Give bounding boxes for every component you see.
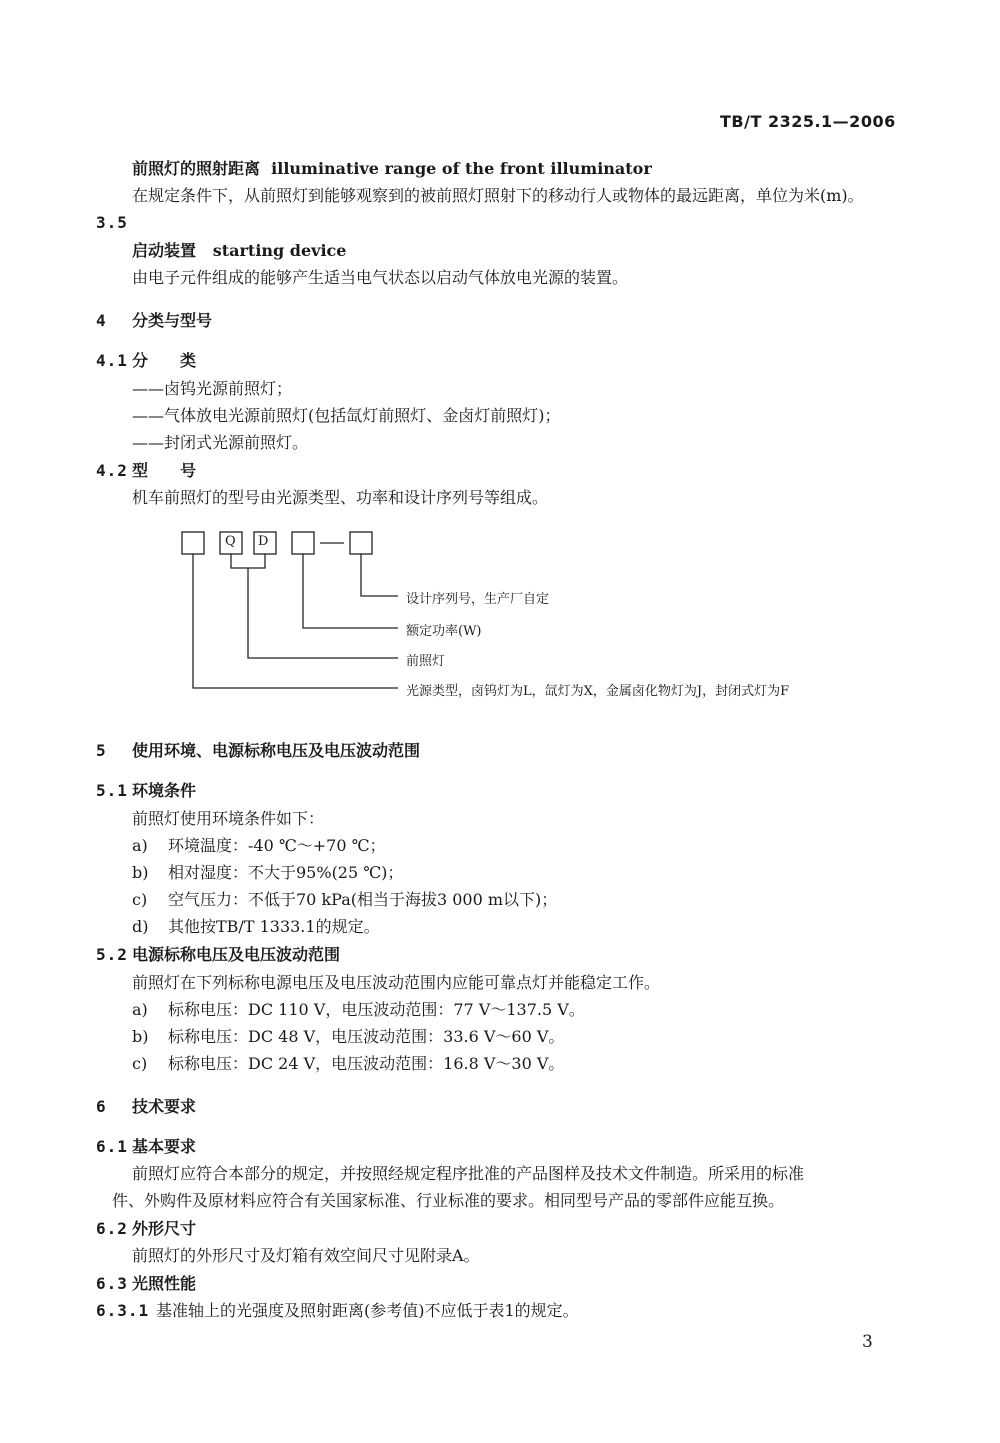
list-item-letter: c) [132,890,148,909]
section-6-1-number: 6.1 [96,1137,128,1156]
section-5-1-heading [96,780,196,802]
section-5-2-title: 电源标称电压及电压波动范围 [132,945,341,964]
bracket-qd [231,554,265,568]
list-item-text: 其他按TB/T 1333.1的规定。 [168,917,380,936]
term-3-5-title-en: starting device [212,241,347,260]
section-5-1-title: 环境条件 [132,781,197,800]
section-6-1-text-line1: 前照灯应符合本部分的规定，并按照经规定程序批准的产品图样及技术文件制造。所采用的标准 [132,1164,805,1183]
leader-light-source [193,554,398,688]
list-item-letter: c) [132,1054,148,1073]
section-5-1-intro: 前照灯使用环境条件如下： [132,809,325,828]
term-3-4-title-en: illuminative range of the front illuminator [271,159,652,178]
section-6-1-title: 基本要求 [132,1137,197,1156]
section-6-number: 6 [96,1097,107,1116]
box-light-source [182,532,204,554]
list-item-text: 标称电压：DC 110 V，电压波动范围：77 V～137.5 V。 [168,1000,585,1019]
section-5-2-heading [96,944,340,966]
list-item [132,1053,564,1075]
section-6-2-title: 外形尺寸 [132,1219,197,1238]
label-power: 额定功率(W) [406,624,482,639]
leader-power [303,554,398,628]
list-item [132,835,386,857]
section-4-1-number: 4.1 [96,351,128,370]
list-item-text: 标称电压：DC 48 V，电压波动范围：33.6 V～60 V。 [168,1027,565,1046]
section-6-3-number: 6.3 [96,1274,128,1293]
section-4-2-title: 型 号 [132,461,197,480]
list-item: ——卤钨光源前照灯； [132,379,293,398]
section-5-2-number: 5.2 [96,945,128,964]
list-item: ——气体放电光源前照灯(包括氙灯前照灯、金卤灯前照灯)； [132,406,561,425]
section-5-title: 使用环境、电源标称电压及电压波动范围 [132,741,421,760]
standard-code: TB/T 2325.1—2006 [720,112,896,131]
section-4-2-text: 机车前照灯的型号由光源类型、功率和设计序列号等组成。 [132,488,549,507]
list-item [132,916,380,938]
section-5-heading [96,740,420,762]
term-3-5-definition: 由电子元件组成的能够产生适当电气状态以启动气体放电光源的装置。 [132,268,629,287]
term-3-4-title [132,158,652,180]
section-5-number: 5 [96,741,107,760]
box-power [292,532,314,554]
list-item [132,862,403,884]
term-3-5-title [132,240,346,262]
list-item: ——封闭式光源前照灯。 [132,433,309,452]
section-4-2-heading [96,460,196,482]
page-number: 3 [862,1332,873,1352]
list-item-letter: a) [132,1000,148,1019]
list-item [132,1026,564,1048]
list-item-letter: d) [132,917,149,936]
box-serial [350,532,372,554]
term-3-4-title-cn: 前照灯的照射距离 [132,159,261,178]
section-6-3-1-number: 6.3.1 [96,1301,150,1320]
leader-front-light [248,568,398,658]
section-4-1-title: 分 类 [132,351,197,370]
term-3-4-definition: 在规定条件下，从前照灯到能够观察到的被前照灯照射下的移动行人或物体的最远距离，单位为米(m)。 [132,186,864,205]
section-6-2-heading [96,1218,196,1240]
model-designation-diagram [170,520,870,710]
section-5-1-number: 5.1 [96,781,128,800]
section-6-3-heading [96,1273,196,1295]
section-6-2-number: 6.2 [96,1219,128,1238]
list-item-letter: b) [132,1027,149,1046]
label-serial: 设计序列号，生产厂自定 [406,592,550,607]
section-6-1-text-line2: 件、外购件及原材料应符合有关国家标准、行业标准的要求。相同型号产品的零部件应能互换。 [112,1191,785,1210]
label-front-light: 前照灯 [406,654,446,669]
section-6-3-1 [96,1300,579,1322]
section-4-title: 分类与型号 [132,311,213,330]
section-4-number: 4 [96,311,107,330]
term-3-5-number [96,212,156,234]
section-4-2-number: 4.2 [96,461,128,480]
list-item-text: 标称电压：DC 24 V，电压波动范围：16.8 V～30 V。 [168,1054,565,1073]
box-q-label: Q [225,534,236,549]
list-item [132,889,557,911]
section-6-3-1-text: 基准轴上的光强度及照射距离(参考值)不应低于表1的规定。 [156,1301,579,1320]
section-6-heading [96,1096,196,1118]
label-light-source: 光源类型，卤钨灯为L，氙灯为X，金属卤化物灯为J，封闭式灯为F [406,684,790,699]
section-5-2-intro: 前照灯在下列标称电源电压及电压波动范围内应能可靠点灯并能稳定工作。 [132,973,661,992]
term-3-5-title-cn: 启动装置 [132,241,197,260]
list-item [132,999,585,1021]
list-item-text: 相对湿度：不大于95%(25 ℃)； [168,863,404,882]
box-d-label: D [258,534,269,549]
section-4-heading [96,310,212,332]
list-item-letter: a) [132,836,148,855]
term-3-5-number-text: 3.5 [96,213,128,232]
section-6-3-title: 光照性能 [132,1274,197,1293]
section-6-title: 技术要求 [132,1097,197,1116]
section-6-1-heading [96,1136,196,1158]
list-item-letter: b) [132,863,149,882]
section-6-2-text: 前照灯的外形尺寸及灯箱有效空间尺寸见附录A。 [132,1246,480,1265]
section-4-1-heading [96,350,196,372]
list-item-text: 环境温度：-40 ℃～+70 ℃； [168,836,386,855]
list-item-text: 空气压力：不低于70 kPa(相当于海拔3 000 m以下)； [168,890,558,909]
leader-serial [361,554,398,596]
